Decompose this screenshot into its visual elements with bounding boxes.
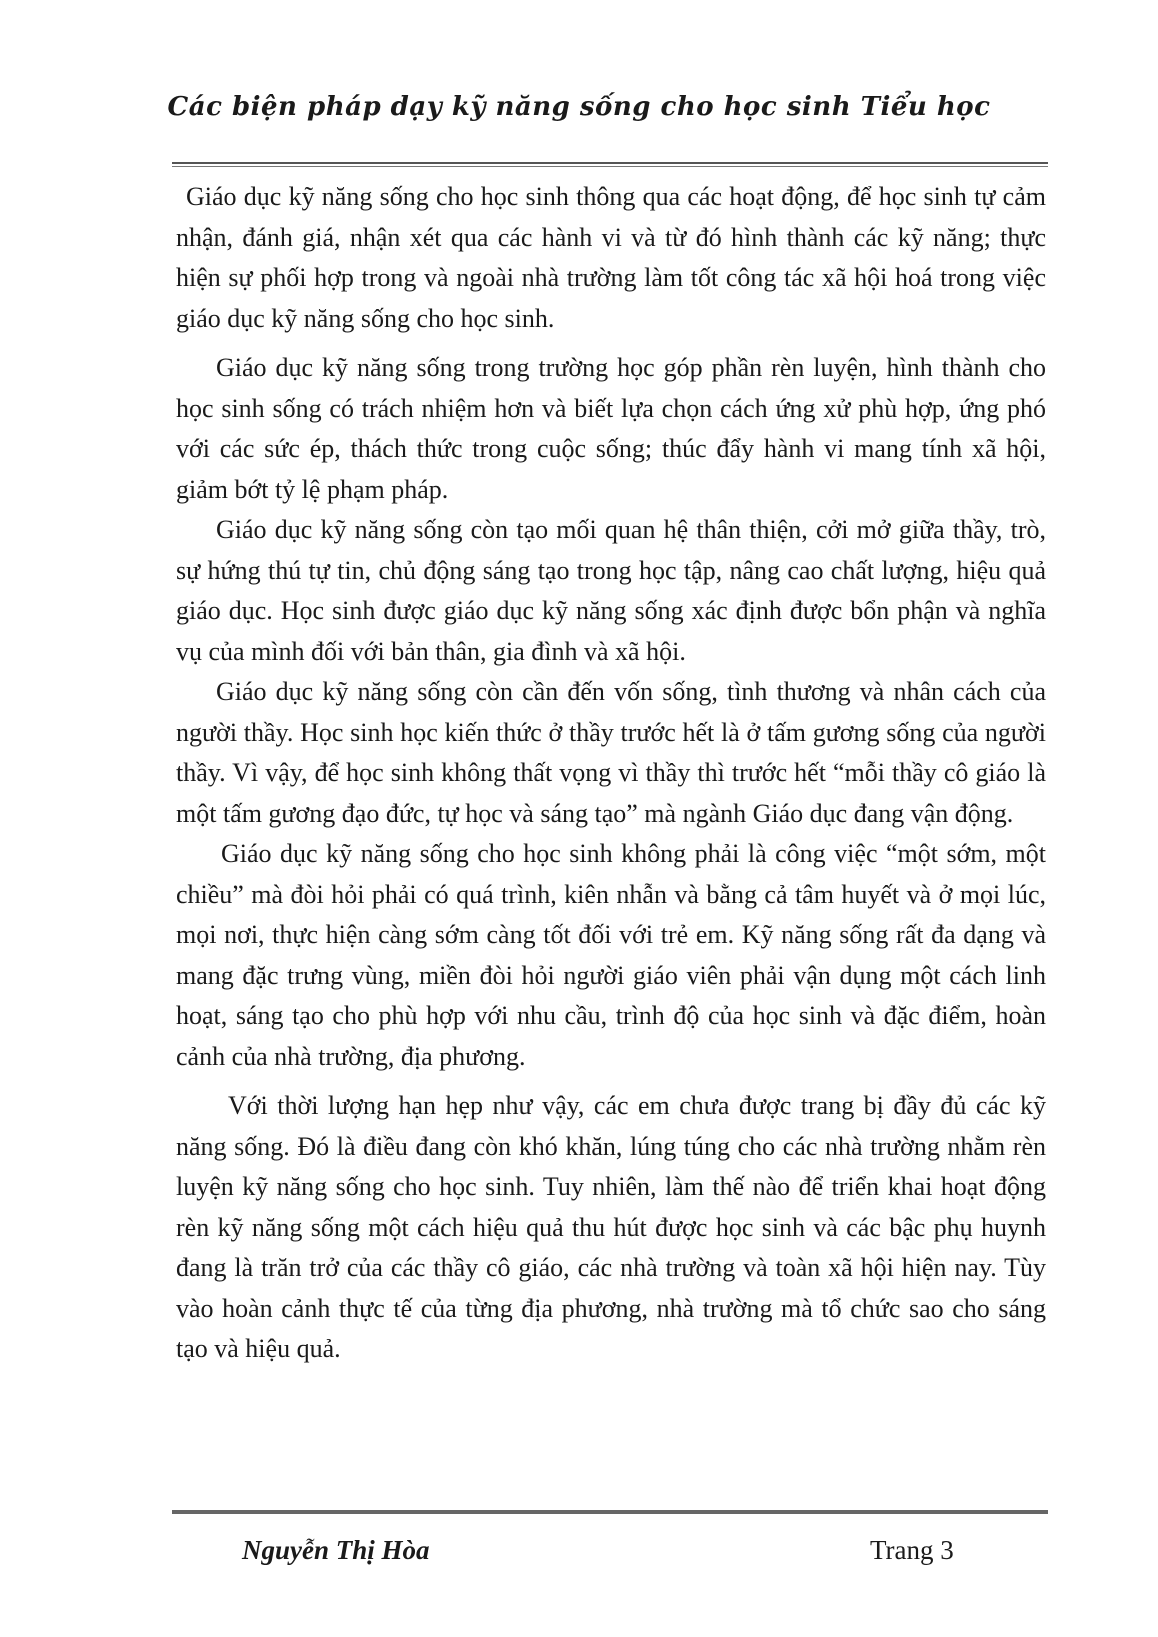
footer-author: Nguyễn Thị Hòa — [242, 1535, 430, 1565]
paragraph-4: Giáo dục kỹ năng sống còn cần đến vốn sống, tình thương và nhân cách của người thầy. Học sinh học kiến thức ở thầy trước hết là ở tấm gương sống của người thầy. Vì vậy, để học sinh không thất vọng vì thầy thì trước hết “mỗi thầy cô giáo là một tấm gương đạo đức, tự học và sáng tạo” mà ngành Giáo dục đang vận động. — [176, 677, 1046, 828]
page-header-title: Các biện pháp dạy kỹ năng sống cho học sinh Tiểu học — [167, 92, 991, 122]
paragraph-5: Giáo dục kỹ năng sống cho học sinh không phải là công việc “một sớm, một chiều” mà đòi hỏi phải có quá trình, kiên nhẫn và bằng cả tâm huyết và ở mọi lúc, mọi nơi, thực hiện càng sớm càng tốt đối với trẻ em. Kỹ năng sống rất đa dạng và mang đặc trưng vùng, miền đòi hỏi người giáo viên phải vận dụng một cách linh hoạt, sáng tạo cho phù hợp với nhu cầu, trình độ của học sinh và đặc điểm, hoàn cảnh của nhà trường, địa phương. — [176, 839, 1046, 1071]
paragraph-2: Giáo dục kỹ năng sống trong trường học góp phần rèn luyện, hình thành cho học sinh sống có trách nhiệm hơn và biết lựa chọn cách ứng xử phù hợp, ứng phó với các sức ép, thách thức trong cuộc sống; thúc đẩy hành vi mang tính xã hội, giảm bớt tỷ lệ phạm pháp. — [176, 353, 1046, 504]
paragraph-3: Giáo dục kỹ năng sống còn tạo mối quan hệ thân thiện, cởi mở giữa thầy, trò, sự hứng thú tự tin, chủ động sáng tạo trong học tập, nâng cao chất lượng, hiệu quả giáo dục. Học sinh được giáo dục kỹ năng sống xác định được bổn phận và nghĩa vụ của mình đối với bản thân, gia đình và xã hội. — [176, 515, 1046, 666]
page-number: Trang 3 — [870, 1535, 954, 1565]
footer-divider — [172, 1510, 1048, 1514]
header-divider-thin — [172, 166, 1048, 167]
paragraph-1: Giáo dục kỹ năng sống cho học sinh thông qua các hoạt động, để học sinh tự cảm nhận, đánh giá, nhận xét qua các hành vi và từ đó hình thành các kỹ năng; thực hiện sự phối hợp trong và ngoài nhà trường làm tốt công tác xã hội hoá trong việc giáo dục kỹ năng sống cho học sinh. — [176, 182, 1046, 333]
document-body — [176, 177, 1046, 1370]
header-divider — [172, 162, 1048, 164]
paragraph-6: Với thời lượng hạn hẹp như vậy, các em chưa được trang bị đầy đủ các kỹ năng sống. Đó là điều đang còn khó khăn, lúng túng cho các nhà trường nhằm rèn luyện kỹ năng sống cho học sinh. Tuy nhiên, làm thế nào để triển khai hoạt động rèn kỹ năng sống một cách hiệu quả thu hút được học sinh và các bậc phụ huynh đang là trăn trở của các thầy cô giáo, các nhà trường và toàn xã hội hiện nay. Tùy vào hoàn cảnh thực tế của từng địa phương, nhà trường mà tổ chức sao cho sáng tạo và hiệu quả. — [176, 1091, 1046, 1363]
